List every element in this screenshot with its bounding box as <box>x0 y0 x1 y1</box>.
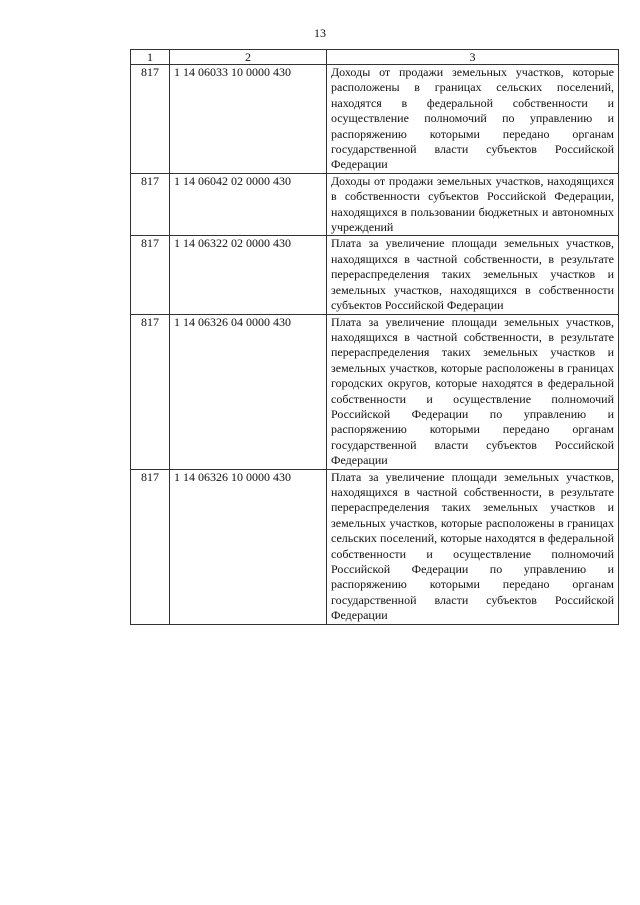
admin-code-cell: 817 <box>131 469 170 624</box>
table-row <box>131 236 619 314</box>
table-row <box>131 469 619 624</box>
description-cell: Доходы от продажи земельных участков, находящихся в собственности субъектов Российской Федерации, находящихся в пользовании бюджетных и автономных учреждений <box>327 173 619 236</box>
revenue-code-cell: 1 14 06033 10 0000 430 <box>170 65 327 174</box>
table-row <box>131 65 619 174</box>
revenue-codes-table <box>130 49 619 625</box>
description-cell: Доходы от продажи земельных участков, которые расположены в границах сельских поселений, находятся в федеральной собственности и осуществление полномочий по управлению и распоряжению которыми передано органам государственной власти субъектов Российской Федерации <box>327 65 619 174</box>
column-header-2: 2 <box>170 50 327 65</box>
admin-code-cell: 817 <box>131 236 170 314</box>
revenue-code-cell: 1 14 06326 10 0000 430 <box>170 469 327 624</box>
admin-code-cell: 817 <box>131 314 170 469</box>
revenue-code-cell: 1 14 06326 04 0000 430 <box>170 314 327 469</box>
column-header-3: 3 <box>327 50 619 65</box>
description-cell: Плата за увеличение площади земельных участков, находящихся в частной собственности, в результате перераспределения таких земельных участков и земельных участков, которые расположены в границах сельских поселений, которые находятся в федеральной собственности и осуществление полномочий Российской Федерации по управлению и распоряжению которыми передано органам государственной власти субъектов Российской Федерации <box>327 469 619 624</box>
table-row <box>131 173 619 236</box>
table-row <box>131 314 619 469</box>
page-number: 13 <box>314 26 326 40</box>
revenue-code-cell: 1 14 06042 02 0000 430 <box>170 173 327 236</box>
column-header-1: 1 <box>131 50 170 65</box>
admin-code-cell: 817 <box>131 65 170 174</box>
description-cell: Плата за увеличение площади земельных участков, находящихся в частной собственности, в результате перераспределения таких земельных участков и земельных участков, которые расположены в границах городских округов, которые находятся в федеральной собственности и осуществление полномочий Российской Федерации по управлению и распоряжению которыми передано органам государственной власти субъектов Российской Федерации <box>327 314 619 469</box>
admin-code-cell: 817 <box>131 173 170 236</box>
table-header-row <box>131 50 619 65</box>
revenue-code-cell: 1 14 06322 02 0000 430 <box>170 236 327 314</box>
description-cell: Плата за увеличение площади земельных участков, находящихся в частной собственности, в результате перераспределения таких земельных участков и земельных участков, находящихся в собственности субъектов Российской Федерации <box>327 236 619 314</box>
